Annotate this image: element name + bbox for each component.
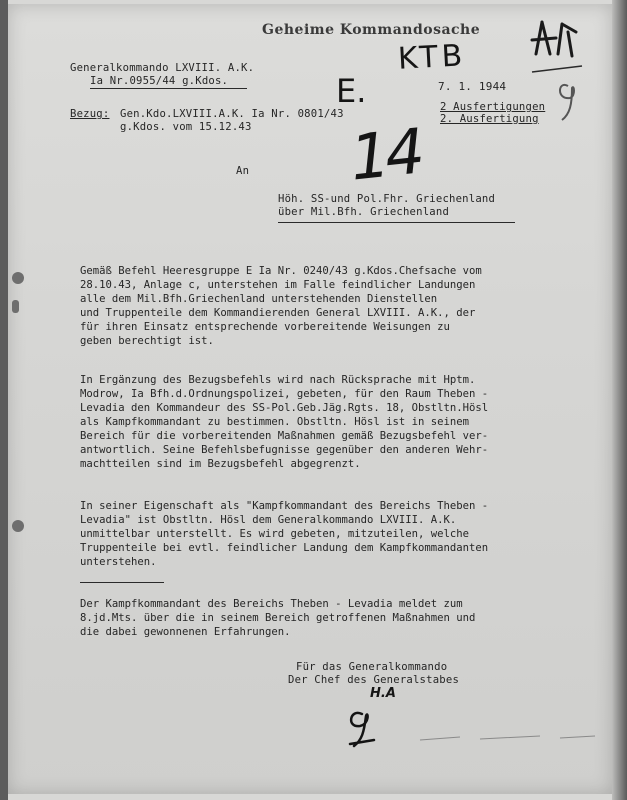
reference-line-2: g.Kdos. vom 15.12.43	[120, 121, 252, 133]
document-date: 7. 1. 1944	[438, 80, 507, 93]
p1-line: alle dem Mil.Bfh.Griechenland unterstehenden Dienstellen	[80, 293, 438, 305]
handwritten-e-mark: E.	[336, 72, 367, 110]
p2-line: antwortlich. Seine Befehlsbefugnisse gegenüber den anderen Wehr-	[80, 444, 489, 456]
signature-line-1: Für das Generalkommando	[296, 661, 448, 673]
p2-line: als Kampfkommandant zu bestimmen. Obstltn. Hösl ist in seinem	[80, 416, 470, 428]
recipient-an: An	[236, 165, 250, 177]
classification-stamp: Geheime Kommandosache	[262, 22, 481, 38]
p2-line: Modrow, Ia Bfh.d.Ordnungspolizei, gebeten, für den Raum Theben -	[80, 388, 489, 400]
p3-line: Truppenteile bei evtl. feindlicher Landung dem Kampfkommandanten	[80, 542, 489, 554]
recipient-line-2: über Mil.Bfh. Griechenland	[278, 206, 450, 218]
p1-line: und Truppenteile dem Kommandierenden General LXVIII. A.K., der	[80, 307, 476, 319]
body-paragraph-2	[80, 373, 560, 471]
recipient-line-1: Höh. SS-und Pol.Fhr. Griechenland	[278, 193, 496, 205]
faint-bottom-marks	[420, 730, 600, 750]
copies-count: 2 Ausfertigungen	[440, 101, 546, 113]
p4-line: Der Kampfkommandant des Bereichs Theben - Levadia meldet zum	[80, 598, 463, 610]
body-paragraph-1	[80, 264, 560, 348]
p2-line: Bereich für die vorbereitenden Maßnahmen gemäß Bezugsbefehl ver-	[80, 430, 489, 442]
handwritten-corner-initials	[528, 14, 588, 124]
p3-line: In seiner Eigenschaft als "Kampfkommandant des Bereichs Theben -	[80, 500, 489, 512]
p4-line: 8.jd.Mts. über die in seinem Bereich getroffenen Maßnahmen und	[80, 612, 476, 624]
scan-right-edge	[612, 0, 627, 800]
p1-line: 28.10.43, Anlage c, unterstehen im Falle feindlicher Landungen	[80, 279, 476, 291]
p2-line: Levadia den Kommandeur des SS-Pol.Geb.Jäg.Rgts. 18, Obstltn.Hösl	[80, 402, 489, 414]
unterstehen-underline	[80, 582, 164, 583]
punch-hole-upper-middle	[12, 300, 19, 313]
handwritten-number: 14	[346, 113, 425, 196]
handwritten-initials: H.A	[370, 686, 396, 701]
p3-line: Levadia" ist Obstltn. Hösl dem Generalkommando LXVIII. A.K.	[80, 514, 457, 526]
sender-line-1: Generalkommando LXVIII. A.K.	[70, 62, 255, 74]
body-paragraph-3	[80, 499, 560, 569]
sender-line-2: Ia Nr.0955/44 g.Kdos.	[90, 75, 229, 87]
punch-hole-lower	[12, 520, 24, 532]
p2-line: machtteilen sind im Bezugsbefehl abgegrenzt.	[80, 458, 361, 470]
p3-line: unterstehen.	[80, 556, 157, 568]
reference-line-1: Gen.Kdo.LXVIII.A.K. Ia Nr. 0801/43	[120, 108, 344, 120]
punch-hole-top	[12, 272, 24, 284]
recipient-underline	[278, 222, 515, 223]
p2-line: In Ergänzung des Bezugsbefehls wird nach Rücksprache mit Hptm.	[80, 374, 476, 386]
scan-left-edge	[0, 0, 8, 800]
reference-label: Bezug:	[70, 108, 110, 120]
p1-line: geben berechtigt ist.	[80, 335, 214, 347]
handwritten-signature	[340, 698, 400, 758]
copy-number: 2. Ausfertigung	[440, 113, 539, 125]
body-paragraph-4	[80, 597, 560, 639]
sender-underline	[90, 88, 247, 89]
p4-line: die dabei gewonnenen Erfahrungen.	[80, 626, 291, 638]
p3-line: unmittelbar unterstellt. Es wird gebeten, mitzuteilen, welche	[80, 528, 470, 540]
p1-line: für ihren Einsatz entsprechende vorbereitende Weisungen zu	[80, 321, 450, 333]
handwritten-ktb: KTB	[397, 38, 468, 77]
signature-line-2: Der Chef des Generalstabes	[288, 674, 460, 686]
p1-line: Gemäß Befehl Heeresgruppe E Ia Nr. 0240/43 g.Kdos.Chefsache vom	[80, 265, 482, 277]
